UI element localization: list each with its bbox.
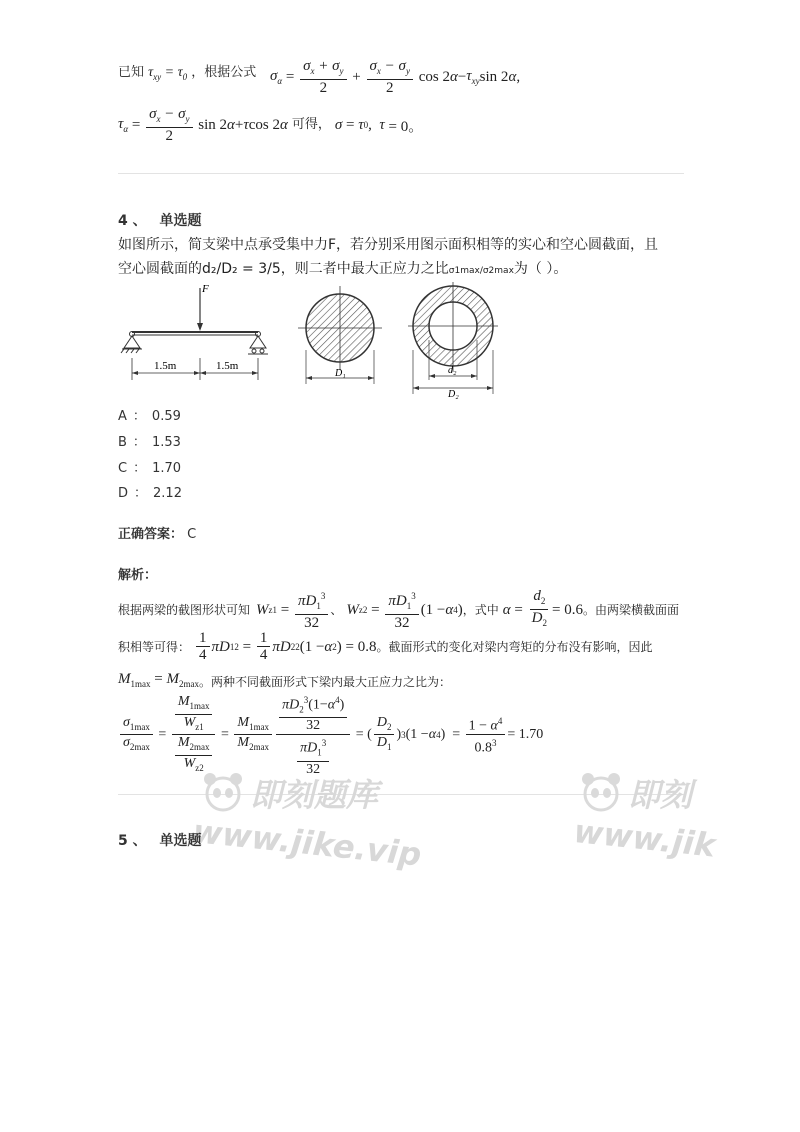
- option-value: 1.53: [151, 435, 181, 450]
- watermark-url-right: www.jik: [572, 812, 718, 865]
- prev-given-prefix: 已知: [118, 65, 145, 80]
- analysis-l2-a: 积相等可得：: [118, 639, 191, 654]
- analysis-l1-b: ，式中: [462, 602, 499, 617]
- formula-wz2: W z2 = $\frac{\pi D_1^3}{32}$ (1 − α 4 ): [346, 588, 462, 631]
- hollow-inner-label: d₂: [448, 365, 457, 376]
- question-4-stem-line1: 如图所示，简支梁中点承受集中力F，若分别采用图示面积相等的实心和空心圆截面，且: [118, 237, 659, 253]
- prev-given-line: [118, 64, 256, 86]
- watermark-brand: 即刻题库: [250, 776, 379, 814]
- stem-line2-a: 空心圆截面的d₂/D₂ = 3/5，则二者中最大正应力之比: [118, 261, 449, 277]
- formula-wz1: W z1 = $\frac{\pi D_1^3}{32}$: [256, 588, 330, 631]
- analysis-l1-sep: 、: [330, 602, 343, 617]
- panda-logo-icon: [198, 770, 248, 814]
- answer-value: C: [187, 527, 197, 542]
- hollow-section: [408, 282, 498, 394]
- option-d[interactable]: [118, 482, 188, 501]
- analysis-l1-a: 根据两梁的截图形状可知: [118, 602, 251, 617]
- hollow-outer-label: D₂: [448, 389, 459, 400]
- prev-result-prefix: 可得，: [291, 117, 331, 132]
- question-number: 5 、: [118, 833, 147, 849]
- stem-ratio: σ1max/σ2max: [448, 266, 514, 276]
- stem-line2-b: 为（ ）。: [513, 261, 568, 277]
- question-number: 4 、: [118, 213, 147, 229]
- prev-tau-formula: $\tau_\alpha$ = $\frac{\sigma_x - \sigma_y}{2}$ sin 2 α + τ cos 2 α 可得， σ = τ 0 , τ = 0。: [118, 106, 424, 144]
- option-sep: ：: [132, 409, 146, 424]
- question-4-header: [118, 210, 202, 230]
- watermark-url: www.jike.vip: [191, 812, 424, 874]
- correct-answer: [118, 523, 196, 542]
- force-label: F: [202, 283, 209, 295]
- question-4-stem-line2: [118, 258, 567, 282]
- analysis-line-3: [118, 670, 451, 693]
- span-left-label: 1.5m: [154, 360, 177, 372]
- prev-by-formula: ，根据公式: [191, 65, 257, 80]
- question-4-figure: [118, 280, 538, 398]
- question-5-header: [118, 830, 202, 850]
- option-sep: ：: [132, 435, 146, 450]
- divider-1: [118, 173, 684, 174]
- formula-final-ratio: $\frac{\sigma_{1max}}{\sigma_{2max}}$ = $\frac{\frac{M_{1max}}{W_{z1}}}{\frac{M_{2max}}{W_{z2}}}$ = $\frac{M_{1max}}{M_{2max}}$ $\frac{\frac{\pi D_2^3(1-\alpha^4)}{32}}{\frac{\pi D_1^3}{32}}$ = ( $\frac{D_2}{D_1}$ ) 3 (1 − α 4 ) = $\frac{1 - \alpha^4}{0.8^3}$ = 1.70: [118, 692, 543, 778]
- formula-m-equal: $M_{1max} = M_{2max}$: [118, 671, 199, 689]
- option-sep: ：: [134, 486, 148, 501]
- option-value: 0.59: [151, 409, 181, 424]
- option-sep: ：: [133, 461, 147, 476]
- beam-diagram: [121, 288, 268, 380]
- analysis-l1-c: 。由两梁横截面面: [582, 602, 679, 617]
- watermark-brand-right: 即刻: [628, 776, 693, 814]
- question-type: 单选题: [159, 833, 202, 849]
- analysis-l3-b: 。两种不同截面形式下梁内最大正应力之比为：: [198, 674, 451, 689]
- formula-alpha: α = $\frac{d_2}{D_2}$ = 0.6: [502, 588, 583, 628]
- analysis-label: 解析：: [118, 568, 158, 583]
- option-key: A: [118, 409, 127, 424]
- question-type: 单选题: [159, 213, 202, 229]
- option-value: 2.12: [153, 486, 182, 501]
- analysis-l2-b: 。截面形式的变化对梁内弯矩的分布没有影响，因此: [376, 639, 653, 654]
- analysis-line-2: [118, 630, 653, 663]
- panda-logo-icon-right: [576, 770, 626, 814]
- option-c[interactable]: [118, 457, 187, 476]
- solid-diameter-label: D₁: [335, 368, 346, 379]
- formula-area-equal: $\frac{1}{4}$ πD 1 2 = $\frac{1}{4}$ πD 2 2 (1 − α 2 ) = 0.8: [194, 630, 377, 663]
- analysis-line-1: [118, 588, 679, 631]
- prev-sigma-formula: $\sigma_\alpha$ = $\frac{\sigma_x + \sigma_y}{2}$ + $\frac{\sigma_x - \sigma_y}{2}$ cos 2 α − $\tau_{xy}$ sin 2 α ,: [270, 58, 521, 96]
- answer-label: 正确答案：: [118, 527, 184, 542]
- option-b[interactable]: [118, 431, 187, 450]
- option-key: B: [118, 435, 127, 450]
- span-right-label: 1.5m: [216, 360, 239, 372]
- option-value: 1.70: [152, 461, 182, 476]
- prev-given-formula: $\tau_{xy} = \tau_0$: [148, 65, 188, 82]
- option-a[interactable]: [118, 405, 187, 424]
- option-key: C: [118, 461, 128, 476]
- option-key: D: [118, 486, 129, 501]
